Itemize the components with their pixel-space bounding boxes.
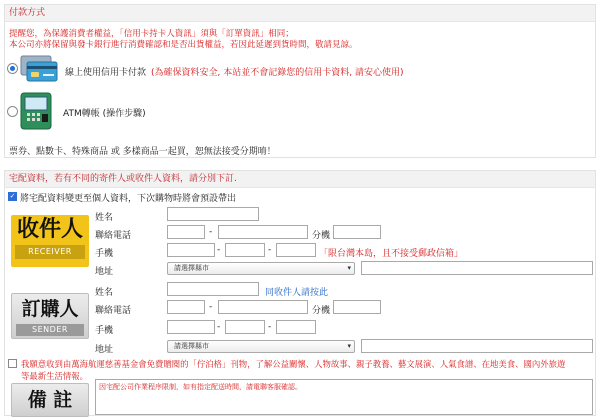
payment-section-title: 付款方式	[5, 5, 595, 22]
receiver-phone-area-input[interactable]	[167, 225, 205, 239]
payment-footer-note: 票券、點數卡、特殊商品 或 多樣商品一起買，恕無法接受分期唷！	[9, 147, 276, 157]
save-profile-checkbox[interactable]: ✓	[9, 192, 16, 200]
remarks-badge	[11, 383, 89, 417]
receiver-mobile-dash2: -	[268, 245, 272, 255]
receiver-badge-subtitle: RECEIVER	[15, 245, 85, 259]
receiver-name-input[interactable]	[167, 207, 259, 221]
payment-notice-line2: 本公司亦將保留與發卡銀行進行消費確認和是否出貨權益，若因此延遲到貨時間，敬請見諒。	[9, 40, 358, 50]
buyer-mobile-dash2: -	[268, 322, 272, 332]
remarks-badge-title: 備 註	[27, 389, 73, 411]
buyer-city-select[interactable]	[167, 340, 355, 353]
receiver-ext-input[interactable]	[333, 225, 381, 239]
chevron-down-icon: ▾	[347, 342, 351, 350]
credit-card-label[interactable]: 線上使用信用卡付款	[65, 68, 147, 78]
payment-section	[4, 4, 596, 158]
remarks-placeholder: 因宅配公司作業程序限制，如有指定配送時間，請電聯客服確認。	[99, 383, 302, 391]
buyer-phone-number-input[interactable]	[218, 300, 308, 314]
save-profile-label: 將宅配資料變更至個人資料，下次購物時將會預設帶出	[20, 194, 237, 204]
receiver-address-label: 地址	[95, 267, 114, 277]
receiver-badge-title: 收件人	[16, 217, 83, 242]
buyer-name-label: 姓名	[95, 288, 114, 298]
receiver-badge	[11, 215, 89, 267]
delivery-section	[4, 170, 596, 416]
credit-card-radio[interactable]	[7, 63, 18, 74]
receiver-phone-label: 聯絡電話	[95, 231, 132, 241]
buyer-address-input[interactable]	[361, 339, 593, 353]
buyer-mobile-part1-input[interactable]	[167, 320, 215, 334]
atm-icon	[19, 91, 53, 131]
receiver-name-label: 姓名	[95, 213, 114, 223]
buyer-phone-area-input[interactable]	[167, 300, 205, 314]
credit-card-icon	[19, 53, 61, 85]
buyer-phone-label: 聯絡電話	[95, 306, 132, 316]
magazine-opt-in-checkbox[interactable]	[8, 359, 17, 368]
receiver-mobile-part1-input[interactable]	[167, 243, 215, 257]
credit-card-note: (為確保資料安全, 本站並不會記錄您的信用卡資料, 請安心使用)	[151, 68, 404, 78]
buyer-address-label: 地址	[95, 345, 114, 355]
buyer-ext-label: 分機	[312, 306, 331, 316]
receiver-mobile-part2-input[interactable]	[225, 243, 265, 257]
buyer-mobile-part2-input[interactable]	[225, 320, 265, 334]
atm-label[interactable]: ATM轉帳 (操作步驟)	[63, 109, 146, 119]
receiver-city-select-value: 請選擇縣市	[174, 264, 209, 272]
payment-notice-line1: 提醒您，為保護消費者權益，「信用卡持卡人資訊」須與「訂單資訊」相同；	[9, 29, 294, 39]
chevron-down-icon: ▾	[347, 264, 351, 272]
buyer-phone-dash: -	[209, 302, 213, 312]
atm-radio[interactable]	[7, 106, 18, 117]
receiver-address-input[interactable]	[361, 261, 593, 275]
remarks-textarea[interactable]	[95, 379, 593, 415]
buyer-mobile-part3-input[interactable]	[276, 320, 316, 334]
receiver-mobile-part3-input[interactable]	[276, 243, 316, 257]
magazine-opt-in-line1: 我願意收到由萬海航運慈善基金會免費贈閱的「佇泊格」刊物，了解公益關懷、人物故事、親子教養、藝文展演、人氣食譜、在地美食、國內外旅遊	[21, 359, 566, 369]
buyer-mobile-dash1: -	[217, 322, 221, 332]
buyer-badge-subtitle: SENDER	[16, 324, 84, 336]
receiver-mobile-dash1: -	[217, 245, 221, 255]
buyer-badge-title: 訂購人	[21, 298, 79, 320]
magazine-opt-in-line2: 等最新生活情報。	[21, 371, 88, 381]
same-as-receiver-link[interactable]: 同收件人請按此	[265, 288, 329, 298]
buyer-name-input[interactable]	[167, 282, 259, 296]
buyer-ext-input[interactable]	[333, 300, 381, 314]
receiver-phone-dash: -	[209, 227, 213, 237]
buyer-mobile-label: 手機	[95, 326, 114, 336]
buyer-badge	[11, 293, 89, 339]
buyer-city-select-value: 請選擇縣市	[174, 342, 209, 350]
receiver-ext-label: 分機	[312, 231, 331, 241]
receiver-phone-number-input[interactable]	[218, 225, 308, 239]
receiver-city-select[interactable]	[167, 262, 355, 275]
receiver-mobile-note: 「限台灣本島，且不接受郵政信箱」	[319, 249, 464, 259]
receiver-mobile-label: 手機	[95, 249, 114, 259]
delivery-section-title: 宅配資料，若有不同的寄件人或收件人資料，請分別下訂.	[5, 171, 595, 188]
